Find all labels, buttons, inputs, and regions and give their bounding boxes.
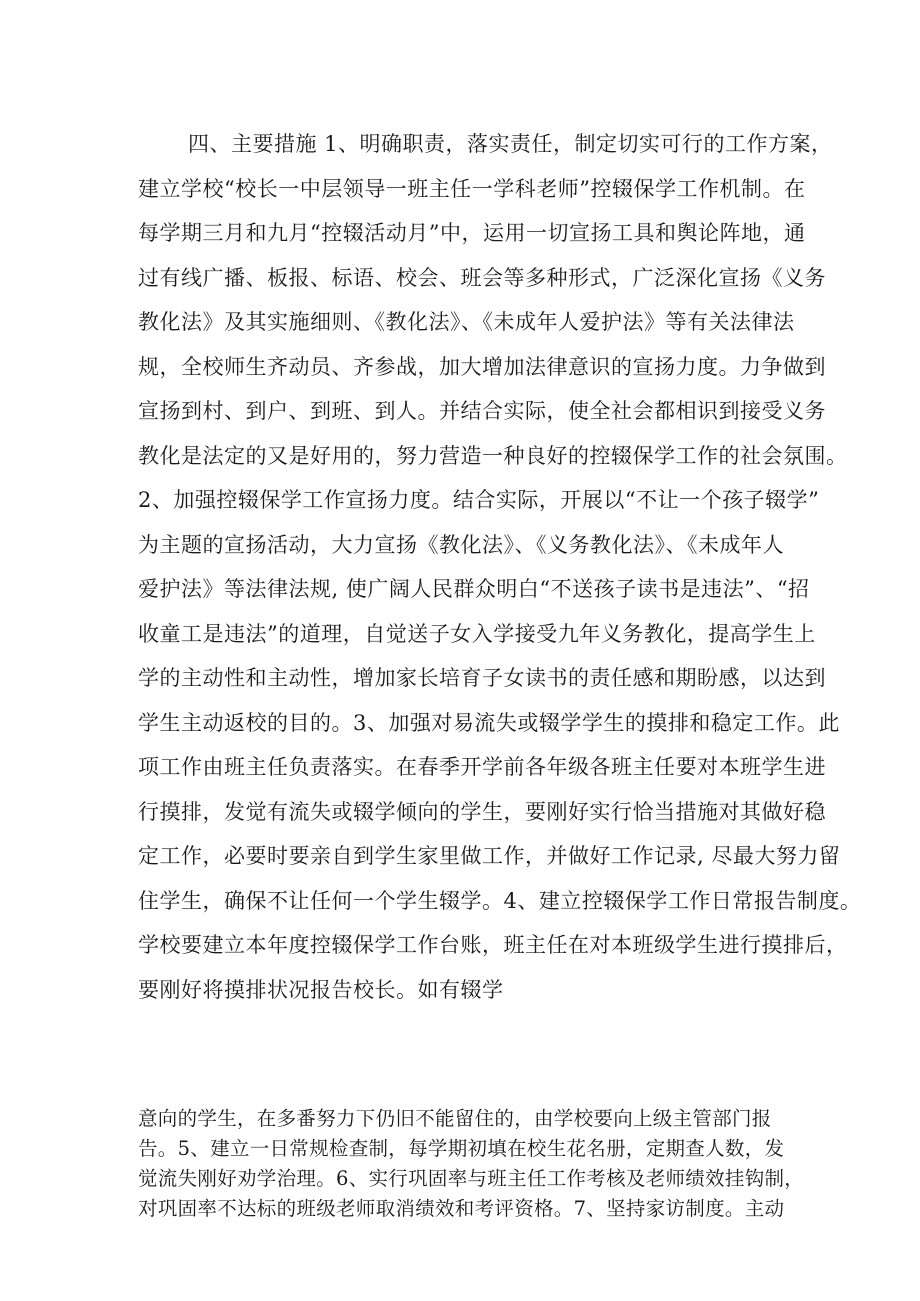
paragraph-line: 定工作，必要时要亲自到学生家里做工作，并做好工作记录, 尽最大努力留 bbox=[138, 844, 841, 868]
paragraph-line: 过有线广播、板报、标语、校会、班会等多种形式，广泛深化宣扬《义务 bbox=[138, 265, 826, 290]
paragraph-line: 项工作由班主任负责落实。在春季开学前各年级各班主任要对本班学生进 bbox=[138, 755, 826, 779]
paragraph-line: 学的主动性和主动性，增加家长培育子女读书的责任感和期盼感，以达到 bbox=[138, 666, 826, 690]
continuation-paragraph bbox=[138, 1104, 805, 1224]
paragraph-line: 对巩固率不达标的班级老师取消绩效和考评资格。7、坚持家访制度。主动 bbox=[138, 1197, 785, 1220]
paragraph-line: 四、主要措施 1、明确职责，落实责任，制定切实可行的工作方案， bbox=[188, 132, 833, 156]
paragraph-line: 宣扬到村、到户、到班、到人。并结合实际，使全社会都相识到接受义务 bbox=[138, 399, 826, 423]
paragraph-line: 收童工是违法”的道理，自觉送子女入学接受九年义务教化，提高学生上 bbox=[138, 621, 816, 646]
paragraph-line: 爱护法》等法律法规, 使广阔人民群众明白“不送孩子读书是违法”、“招 bbox=[138, 577, 810, 601]
paragraph-line: 规，全校师生齐动员、齐参战，加大增加法律意识的宣扬力度。力争做到 bbox=[138, 354, 826, 379]
paragraph-line: 住学生，确保不让任何一个学生辍学。4、建立控辍保学工作日常报告制度。 bbox=[138, 888, 862, 913]
paragraph-line: 建立学校“校长一中层领导一班主任一学科老师”控辍保学工作机制。在 bbox=[138, 176, 806, 201]
paragraph-line: 学生主动返校的目的。3、加强对易流失或辍学学生的摸排和稳定工作。此 bbox=[138, 710, 840, 735]
paragraph-line: 要刚好将摸排状况报告校长。如有辍学 bbox=[138, 977, 504, 1002]
paragraph-line: 行摸排，发觉有流失或辍学倾向的学生，要刚好实行恰当措施对其做好稳 bbox=[138, 799, 826, 824]
paragraph-line: 学校要建立本年度控辍保学工作台账，班主任在对本班级学生进行摸排后， bbox=[138, 933, 848, 957]
paragraph-line: 教化法》及其实施细则、《教化法》、《未成年人爱护法》等有关法律法 bbox=[138, 310, 795, 334]
paragraph-line: 2、加强控辍保学工作宣扬力度。结合实际，开展以“不让一个孩子辍学” bbox=[138, 488, 820, 512]
paragraph-line: 教化是法定的又是好用的，努力营造一种良好的控辍保学工作的社会氛围。 bbox=[138, 443, 848, 468]
paragraph-line: 意向的学生，在多番努力下仍旧不能留住的，由学校要向上级主管部门报 bbox=[138, 1107, 772, 1130]
paragraph-line: 告。5、建立一日常规检查制，每学期初填在校生花名册，定期查人数，发 bbox=[138, 1137, 785, 1160]
main-paragraph bbox=[138, 122, 862, 1012]
paragraph-line: 为主题的宣扬活动，大力宣扬《教化法》、《义务教化法》、《未成年人 bbox=[138, 532, 784, 557]
paragraph-line: 觉流失刚好劝学治理。6、实行巩固率与班主任工作考核及老师绩效挂钩制， bbox=[138, 1167, 805, 1190]
paragraph-line: 每学期三月和九月“控辍活动月”中，运用一切宣扬工具和舆论阵地，通 bbox=[138, 221, 806, 245]
